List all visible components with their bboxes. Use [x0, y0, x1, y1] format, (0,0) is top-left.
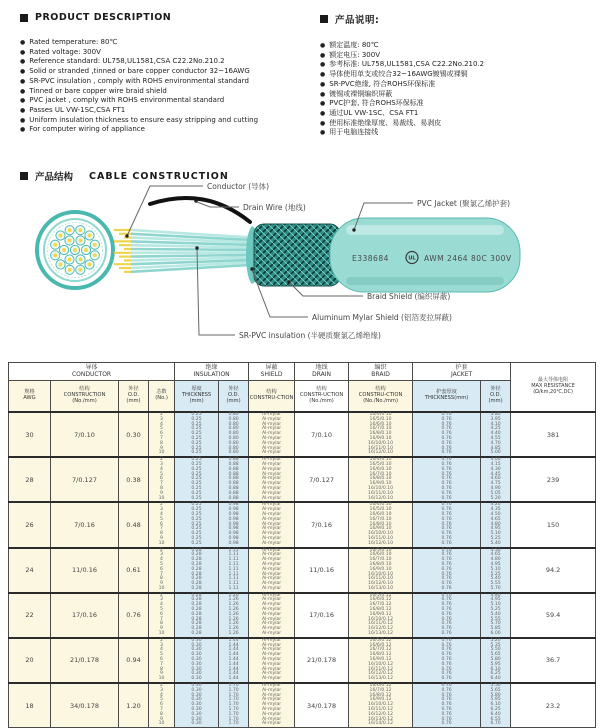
label-mylar-shield: Aluminum Mylar Shield (铝箔麦拉屏蔽): [312, 312, 452, 322]
circle-bullet-icon: ●: [20, 77, 25, 87]
od-cell: 0.38: [119, 457, 149, 502]
group-header: 导体 CONDUCTOR: [9, 363, 175, 381]
jacket-od-cell: 5.20 5.35 5.50 5.65 5.80 5.95 6.10 6.25 6.40: [481, 638, 511, 683]
cores-cell: 2 3 4 5 6 7 8 9 10: [149, 683, 175, 728]
cable-construction-diagram: [0, 180, 603, 362]
ins-thickness-cell: 0.28 0.28 0.28 0.28 0.28 0.28 0.28 0.28 0.28: [175, 593, 219, 638]
resistance-cell: 59.4: [511, 593, 596, 638]
jacket-od-cell: 4.20 4.35 4.50 4.65 4.80 4.95 5.10 5.25 5.40: [481, 502, 511, 547]
bullet-text: Tinned or bare copper wire braid shield: [29, 87, 167, 97]
jacket-thickness-cell: 0.76 0.76 0.76 0.76 0.76 0.76 0.76 0.76 0.76: [413, 593, 481, 638]
bullet-item: [20, 67, 320, 77]
spec-table: [8, 362, 596, 728]
table-row: [9, 683, 596, 728]
cores-cell: 2 3 4 5 6 7 8 9 10: [149, 412, 175, 457]
section-title-cn: [320, 12, 590, 26]
resistance-cell: 23.2: [511, 683, 596, 728]
cores-cell: 2 3 4 5 6 7 8 9 10: [149, 502, 175, 547]
ins-thickness-cell: 0.28 0.28 0.28 0.28 0.28 0.28 0.28 0.28 0.28: [175, 548, 219, 593]
bullet-text: Uniform insulation thickness to ensure easy stripping and cutting: [29, 116, 258, 126]
shield-cell: Al-mylar Al-mylar Al-mylar Al-mylar Al-mylar Al-mylar Al-mylar Al-mylar Al-mylar: [249, 683, 295, 728]
bullet-text: 额定温度: 80℃: [329, 41, 378, 51]
od-cell: 0.76: [119, 593, 149, 638]
resistance-cell: 150: [511, 502, 596, 547]
table-row: [9, 457, 596, 502]
table-row: [9, 502, 596, 547]
jacket-od-cell: 4.50 4.65 4.80 4.95 5.10 5.25 5.40 5.55 5.70: [481, 548, 511, 593]
jacket-od-cell: 4.80 4.95 5.10 5.25 5.40 5.55 5.70 5.85 6.00: [481, 593, 511, 638]
cable-print-cert: E338684: [352, 254, 389, 263]
cores-cell: 2 3 4 5 6 7 8 9 10: [149, 548, 175, 593]
circle-bullet-icon: ●: [320, 109, 325, 119]
circle-bullet-icon: ●: [320, 128, 325, 138]
awg-cell: 20: [9, 638, 51, 683]
square-bullet-icon: [320, 15, 328, 23]
ins-od-cell: 0.88 0.88 0.88 0.88 0.88 0.88 0.88 0.88 0.88: [219, 457, 249, 502]
shield-cell: Al-mylar Al-mylar Al-mylar Al-mylar Al-mylar Al-mylar Al-mylar Al-mylar Al-mylar: [249, 593, 295, 638]
column-header: 厚度 THICKNESS (mm): [175, 381, 219, 413]
construction-cell: 7/0.10: [51, 412, 119, 457]
circle-bullet-icon: ●: [20, 125, 25, 135]
bullet-item: [320, 60, 590, 70]
label-conductor: Conductor (导体): [207, 181, 269, 191]
awg-cell: 18: [9, 683, 51, 728]
bullet-text: 额定电压: 300V: [329, 51, 380, 61]
bullet-text: PVC护套, 符合ROHS环保标准: [329, 99, 423, 109]
label-sr-pvc-insulation: SR-PVC insulation (半硬质聚氯乙烯绝缘): [239, 330, 381, 340]
bullet-text: Passes UL VW-1SC,CSA FT1: [29, 106, 125, 116]
bullet-item: [320, 119, 590, 129]
construction-cell: 21/0.178: [51, 638, 119, 683]
group-header: 绝缘 INSULATION: [175, 363, 249, 381]
shield-cell: Al-mylar Al-mylar Al-mylar Al-mylar Al-mylar Al-mylar Al-mylar Al-mylar Al-mylar: [249, 412, 295, 457]
ins-thickness-cell: 0.30 0.30 0.30 0.30 0.30 0.30 0.30 0.30 0.30: [175, 683, 219, 728]
spec-table-body: [9, 412, 596, 728]
product-description-en: [20, 12, 320, 138]
label-braid-shield: Braid Shield (编织屏蔽): [367, 291, 450, 301]
construction-cell: 34/0.178: [51, 683, 119, 728]
bullet-text: Rated temperature: 80℃: [29, 38, 117, 48]
drain-cell: 7/0.10: [295, 412, 349, 457]
ins-thickness-cell: 0.25 0.25 0.25 0.25 0.25 0.25 0.25 0.25 0.25: [175, 412, 219, 457]
svg-text:UL: UL: [408, 256, 416, 262]
cores-cell: 2 3 4 5 6 7 8 9 10: [149, 457, 175, 502]
section-title-cn-text: 产品说明:: [335, 12, 379, 26]
bullet-item: [320, 109, 590, 119]
bullet-item: [20, 106, 320, 116]
column-header: 芯数 (No.): [149, 381, 175, 413]
ins-od-cell: 1.44 1.44 1.44 1.44 1.44 1.44 1.44 1.44 1.44: [219, 638, 249, 683]
product-description-cn: [320, 12, 590, 138]
circle-bullet-icon: ●: [20, 38, 25, 48]
jacket-od-cell: 5.50 5.65 5.80 5.95 6.10 6.25 6.40 6.55 6.70: [481, 683, 511, 728]
resistance-cell: 239: [511, 457, 596, 502]
table-group-row: [9, 363, 596, 381]
bullet-item: [20, 48, 320, 58]
jacket-thickness-cell: 0.76 0.76 0.76 0.76 0.76 0.76 0.76 0.76 0.76: [413, 638, 481, 683]
braid-cell: 16/6/0.12 16/7/0.12 16/8/0.12 16/9/0.12 16/10/0.12 16/11/0.12 16/12/0.12 16/13/0.12 16/14/0.12: [349, 683, 413, 728]
bullet-text: Reference standard: UL758,UL1581,CSA C22.2No.210.2: [29, 57, 224, 67]
spec-table-head: [9, 363, 596, 413]
column-header: 结构 CONSTR-UCTION (No./mm): [295, 381, 349, 413]
circle-bullet-icon: ●: [20, 67, 25, 77]
jacket-od-cell: 3.80 3.95 4.10 4.25 4.40 4.55 4.70 4.85 5.00: [481, 412, 511, 457]
od-cell: 0.94: [119, 638, 149, 683]
resistance-cell: 381: [511, 412, 596, 457]
column-header: 结构 CONSTRU-CTION (No./No./mm): [349, 381, 413, 413]
bullet-text: For computer wiring of appliance: [29, 125, 145, 135]
circle-bullet-icon: ●: [20, 106, 25, 116]
awg-cell: 28: [9, 457, 51, 502]
pvc-jacket: [330, 218, 520, 292]
ins-od-cell: 0.80 0.80 0.80 0.80 0.80 0.80 0.80 0.80 0.80: [219, 412, 249, 457]
bullet-text: Solid or stranded ,tinned or bare copper conductor 32~16AWG: [29, 67, 250, 77]
table-row: [9, 593, 596, 638]
od-cell: 0.61: [119, 548, 149, 593]
bullet-text: SR-PVC insulation , comply with ROHS environmental standard: [29, 77, 249, 87]
drain-cell: 17/0.16: [295, 593, 349, 638]
shield-cell: Al-mylar Al-mylar Al-mylar Al-mylar Al-mylar Al-mylar Al-mylar Al-mylar Al-mylar: [249, 502, 295, 547]
cable-print-spec: AWM 2464 80C 300V: [424, 254, 512, 263]
bullet-text: 导体使用单支或绞合32~16AWG镀锡或裸铜: [329, 70, 467, 80]
bullet-item: [20, 57, 320, 67]
construction-cell: 7/0.16: [51, 502, 119, 547]
circle-bullet-icon: ●: [320, 90, 325, 100]
circle-bullet-icon: ●: [20, 116, 25, 126]
shield-cell: Al-mylar Al-mylar Al-mylar Al-mylar Al-mylar Al-mylar Al-mylar Al-mylar Al-mylar: [249, 548, 295, 593]
bullet-text: 通过UL VW-1SC、CSA FT1: [329, 109, 418, 119]
construction-title-cn: 产品结构: [35, 169, 73, 183]
jacket-od-cell: 4.00 4.15 4.30 4.45 4.60 4.75 4.90 5.05 5.20: [481, 457, 511, 502]
braid-cell: 16/4/0.10 16/5/0.10 16/6/0.10 16/7/0.10 16/8/0.10 16/9/0.10 16/10/0.10 16/11/0.10 16/12/0.10: [349, 412, 413, 457]
od-cell: 1.20: [119, 683, 149, 728]
bullet-text: SR-PVC绝缘, 符合ROHS环保标准: [329, 80, 435, 90]
od-cell: 0.48: [119, 502, 149, 547]
ins-od-cell: 1.11 1.11 1.11 1.11 1.11 1.11 1.11 1.11 1.11: [219, 548, 249, 593]
bullet-item: [20, 77, 320, 87]
braid-cell: 16/4/0.10 16/5/0.10 16/6/0.10 16/7/0.10 16/8/0.10 16/9/0.10 16/10/0.10 16/11/0.10 16/12/0.10: [349, 457, 413, 502]
circle-bullet-icon: ●: [20, 87, 25, 97]
drain-wire: [150, 198, 250, 222]
construction-cell: 11/0.16: [51, 548, 119, 593]
bullet-item: [320, 128, 590, 138]
shield-cell: Al-mylar Al-mylar Al-mylar Al-mylar Al-mylar Al-mylar Al-mylar Al-mylar Al-mylar: [249, 638, 295, 683]
braid-cell: 16/5/0.10 16/6/0.10 16/7/0.10 16/8/0.10 16/9/0.10 16/10/0.10 16/11/0.10 16/12/0.10 16/13/0.10: [349, 548, 413, 593]
column-header: 规格 AWG: [9, 381, 51, 413]
jacket-thickness-cell: 0.76 0.76 0.76 0.76 0.76 0.76 0.76 0.76 0.76: [413, 548, 481, 593]
bullet-item: [320, 70, 590, 80]
construction-title-en: CABLE CONSTRUCTION: [89, 171, 229, 182]
braid-cell: 16/5/0.12 16/6/0.12 16/7/0.12 16/8/0.12 16/9/0.12 16/10/0.12 16/11/0.12 16/12/0.12 16/13/0.12: [349, 593, 413, 638]
circle-bullet-icon: ●: [20, 48, 25, 58]
ins-od-cell: 1.70 1.70 1.70 1.70 1.70 1.70 1.70 1.70 1.70: [219, 683, 249, 728]
label-drain-wire: Drain Wire (地线): [243, 202, 306, 212]
table-row: [9, 412, 596, 457]
ins-od-cell: 1.26 1.26 1.26 1.26 1.26 1.26 1.26 1.26 1.26: [219, 593, 249, 638]
square-bullet-icon: [20, 14, 28, 22]
bullet-item: [320, 90, 590, 100]
circle-bullet-icon: ●: [20, 96, 25, 106]
ins-thickness-cell: 0.25 0.25 0.25 0.25 0.25 0.25 0.25 0.25 0.25: [175, 502, 219, 547]
resistance-cell: 94.2: [511, 548, 596, 593]
description-section: [20, 12, 597, 138]
table-subheader-row: [9, 381, 596, 413]
resistance-cell: 36.7: [511, 638, 596, 683]
column-header: 结构 CONSTRU-CTION: [249, 381, 295, 413]
circle-bullet-icon: ●: [320, 70, 325, 80]
construction-cell: 7/0.127: [51, 457, 119, 502]
bullet-item: [320, 41, 590, 51]
resistance-header: 最大导体电阻 MAX RESISTANCE (Ω/km,20℃,DC): [511, 363, 596, 413]
shield-cell: Al-mylar Al-mylar Al-mylar Al-mylar Al-mylar Al-mylar Al-mylar Al-mylar Al-mylar: [249, 457, 295, 502]
group-header: 编织 BRAID: [349, 363, 413, 381]
bullet-item: [20, 38, 320, 48]
circle-bullet-icon: ●: [320, 99, 325, 109]
bullet-text: 参考标准: UL758,UL1581,CSA C22.2No.210.2: [329, 60, 484, 70]
braid-shield: [254, 224, 340, 286]
drain-cell: 7/0.16: [295, 502, 349, 547]
drain-cell: 7/0.127: [295, 457, 349, 502]
table-row: [9, 548, 596, 593]
cross-section: [37, 212, 113, 288]
ins-thickness-cell: 0.25 0.25 0.25 0.25 0.25 0.25 0.25 0.25 0.25: [175, 457, 219, 502]
jacket-thickness-cell: 0.76 0.76 0.76 0.76 0.76 0.76 0.76 0.76 0.76: [413, 683, 481, 728]
circle-bullet-icon: ●: [320, 60, 325, 70]
column-header: 外径 O.D. (mm): [219, 381, 249, 413]
drain-cell: 11/0.16: [295, 548, 349, 593]
square-bullet-icon: [20, 172, 28, 180]
bullet-text: 镀锡或裸铜编织屏蔽: [329, 90, 392, 100]
ins-thickness-cell: 0.30 0.30 0.30 0.30 0.30 0.30 0.30 0.30 0.30: [175, 638, 219, 683]
section-title-en: [20, 12, 320, 23]
awg-cell: 26: [9, 502, 51, 547]
drain-cell: 34/0.178: [295, 683, 349, 728]
circle-bullet-icon: ●: [320, 41, 325, 51]
braid-cell: 16/4/0.10 16/5/0.10 16/6/0.10 16/7/0.10 16/8/0.10 16/9/0.10 16/10/0.10 16/11/0.10 16/12/0.10: [349, 502, 413, 547]
table-row: [9, 638, 596, 683]
jacket-thickness-cell: 0.76 0.76 0.76 0.76 0.76 0.76 0.76 0.76 0.76: [413, 502, 481, 547]
column-header: 外径 O.D. (mm): [481, 381, 511, 413]
bullet-item: [320, 80, 590, 90]
cores-cell: 2 3 4 5 6 7 8 9 10: [149, 593, 175, 638]
column-header: 护套厚度 THICKNESS(mm): [413, 381, 481, 413]
braid-cell: 16/5/0.12 16/6/0.12 16/7/0.12 16/8/0.12 16/9/0.12 16/10/0.12 16/11/0.12 16/12/0.12 16/13/0.12: [349, 638, 413, 683]
awg-cell: 22: [9, 593, 51, 638]
awg-cell: 30: [9, 412, 51, 457]
od-cell: 0.30: [119, 412, 149, 457]
group-header: 屏蔽 SHIELD: [249, 363, 295, 381]
bullet-item: [20, 116, 320, 126]
cores-cell: 2 3 4 5 6 7 8 9 10: [149, 638, 175, 683]
bullet-item: [20, 96, 320, 106]
awg-cell: 24: [9, 548, 51, 593]
group-header: 地线 DRAIN: [295, 363, 349, 381]
section-title-en-text: PRODUCT DESCRIPTION: [35, 12, 171, 23]
bullet-text: 用于电脑连接线: [329, 128, 378, 138]
bullet-item: [20, 87, 320, 97]
bullet-list-cn: [320, 41, 590, 138]
circle-bullet-icon: ●: [320, 119, 325, 129]
construction-cell: 17/0.16: [51, 593, 119, 638]
ins-od-cell: 0.98 0.98 0.98 0.98 0.98 0.98 0.98 0.98 0.98: [219, 502, 249, 547]
bullet-item: [320, 51, 590, 61]
column-header: 外径 O.D. (mm): [119, 381, 149, 413]
circle-bullet-icon: ●: [20, 57, 25, 67]
group-header: 护套 JACKET: [413, 363, 511, 381]
column-header: 结构 CONSTRUCTION (No./mm): [51, 381, 119, 413]
label-pvc-jacket: PVC Jacket (聚氯乙烯护套): [417, 198, 510, 208]
circle-bullet-icon: ●: [320, 51, 325, 61]
bullet-item: [20, 125, 320, 135]
bullet-text: Rated voltage: 300V: [29, 48, 101, 58]
bullet-item: [320, 99, 590, 109]
bullet-list-en: [20, 38, 320, 135]
jacket-thickness-cell: 0.76 0.76 0.76 0.76 0.76 0.76 0.76 0.76 0.76: [413, 457, 481, 502]
jacket-thickness-cell: 0.76 0.76 0.76 0.76 0.76 0.76 0.76 0.76 0.76: [413, 412, 481, 457]
core-wires: [114, 230, 260, 272]
bullet-text: 使用标准绝缘厚度、易裁线、易剥皮: [329, 119, 441, 129]
bullet-text: PVC jacket , comply with ROHS environmental standard: [29, 96, 224, 106]
drain-cell: 21/0.178: [295, 638, 349, 683]
circle-bullet-icon: ●: [320, 80, 325, 90]
